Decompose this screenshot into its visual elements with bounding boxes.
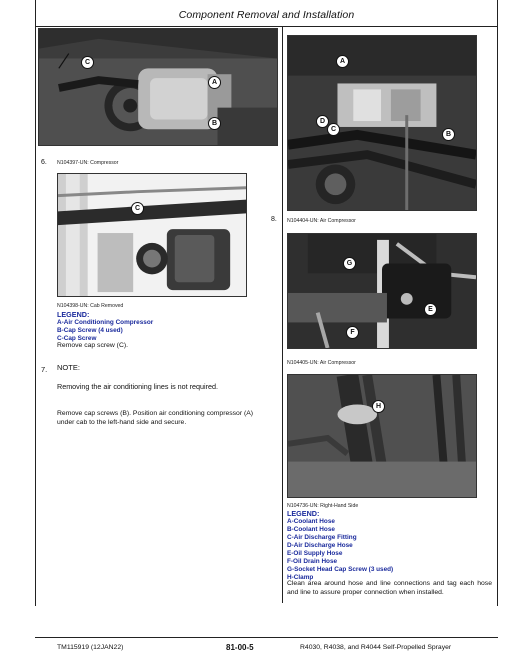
legend-item-f-oil-drain: F-Oil Drain Hose: [287, 558, 338, 565]
footer-page-number: 81-00-5: [226, 643, 254, 652]
figure-id-air-compressor-1: N104404-UN: Air Compressor: [287, 218, 356, 224]
callout-g: G: [343, 257, 356, 270]
footer-rule: [35, 637, 498, 638]
legend-item-b-coolant: B-Coolant Hose: [287, 526, 335, 533]
header-frame: [35, 0, 498, 27]
instruction-clean-area: Clean area around hose and line connections and tag each hose and line to assure proper connection when installed.: [287, 580, 492, 596]
legend-item-e-oil-supply: E-Oil Supply Hose: [287, 550, 343, 557]
right-hand-side-photo: [287, 374, 477, 498]
legend-item-a-coolant: A-Coolant Hose: [287, 518, 335, 525]
instruction-remove-cap-screws-b: Remove cap screws (B). Position air conditioning compressor (A) under cab to the left-hand side and secure.: [57, 410, 254, 426]
figure-id-right-hand-side: N104736-UN: Right-Hand Side: [287, 503, 359, 509]
callout-b-top: B: [442, 128, 455, 141]
instruction-remove-cap-screw-c: Remove cap screw (C).: [57, 342, 129, 349]
footer-tm-number: TM115919 (12JAN22): [57, 644, 124, 651]
figure-id-compressor: N104397-UN: Compressor: [57, 160, 119, 166]
callout-d: D: [316, 115, 329, 128]
figure-id-air-compressor-2: N104405-UN: Air Compressor: [287, 360, 356, 366]
callout-h: H: [372, 400, 385, 413]
step-8-number: 8.: [271, 216, 277, 223]
compressor-photo: [38, 28, 278, 146]
air-compressor-photo-mid: [287, 233, 477, 349]
legend-item-h-clamp: H-Clamp: [287, 574, 314, 581]
legend-item-c: C-Cap Screw: [57, 335, 97, 342]
legend-item-a: A-Air Conditioning Compressor: [57, 319, 154, 326]
footer-model-title: R4030, R4038, and R4044 Self-Propelled Sprayer: [300, 644, 452, 651]
cab-removed-photo: [57, 173, 247, 297]
step-6-number: 6.: [41, 159, 47, 166]
step-7-number: 7.: [41, 365, 48, 374]
callout-c-top: C: [327, 123, 340, 136]
callout-a-top: A: [336, 55, 349, 68]
note-label: NOTE:: [57, 363, 80, 372]
callout-e: E: [424, 303, 437, 316]
legend-item-b: B-Cap Screw (4 used): [57, 327, 123, 334]
legend-item-c-fitting: C-Air Discharge Fitting: [287, 534, 357, 541]
column-divider: [282, 27, 283, 603]
figure-id-cab-removed: N104398-UN: Cab Removed: [57, 303, 124, 309]
page-header-title: Component Removal and Installation: [178, 9, 355, 21]
callout-b: B: [208, 117, 221, 130]
legend-item-g-cap-screw: G-Socket Head Cap Screw (3 used): [287, 566, 394, 573]
callout-a: A: [208, 76, 221, 89]
legend-title-right: LEGEND:: [287, 509, 320, 518]
callout-c-cab: C: [131, 202, 144, 215]
callout-c: C: [81, 56, 94, 69]
callout-f: F: [346, 326, 359, 339]
legend-title-left: LEGEND:: [57, 310, 90, 319]
legend-item-d-hose: D-Air Discharge Hose: [287, 542, 353, 549]
note-text: Removing the air conditioning lines is not required.: [57, 382, 219, 391]
